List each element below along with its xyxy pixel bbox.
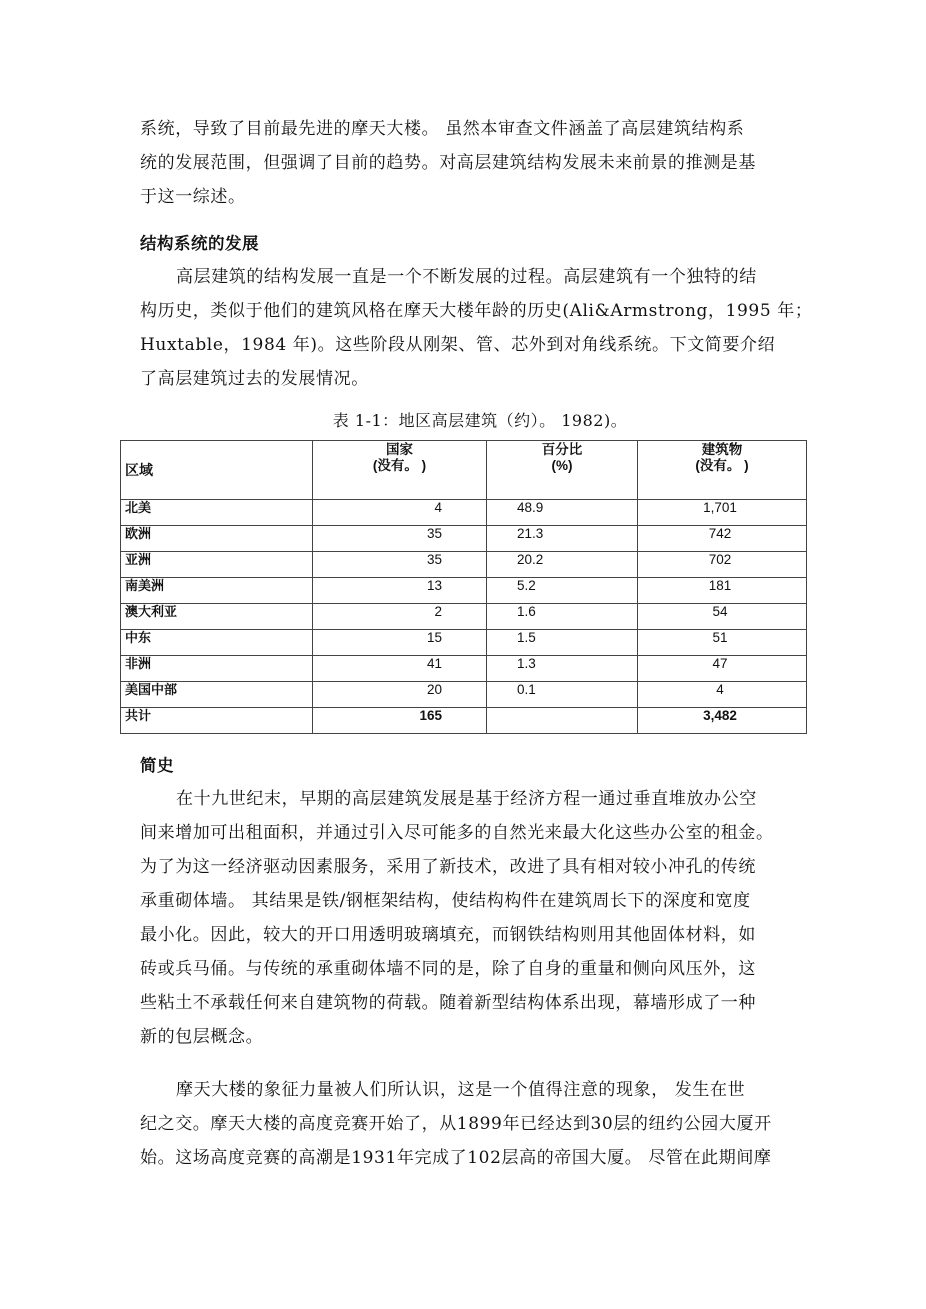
cell-region: 澳大利亚: [121, 604, 313, 630]
text-line: 统的发展范围，但强调了目前的趋势。对高层建筑结构发展未来前景的推测是基: [140, 153, 756, 173]
cell-region: 北美: [121, 500, 313, 526]
text-line: 在十九世纪末，早期的高层建筑发展是基于经济方程一通过垂直堆放办公空: [176, 789, 757, 809]
cell-countries: 13: [313, 578, 487, 604]
cell-buildings: 4: [638, 682, 807, 708]
cell-buildings: 181: [638, 578, 807, 604]
header-countries: [313, 441, 487, 500]
cell-countries: 2: [313, 604, 487, 630]
text-line: 为了为这一经济驱动因素服务，采用了新技术，改进了具有相对较小冲孔的传统: [140, 857, 756, 877]
text-line: 构历史，类似于他们的建筑风格在摩天大楼年龄的历史(Ali&Armstrong，1995 年；: [140, 301, 813, 321]
text-line: 高层建筑的结构发展一直是一个不断发展的过程。高层建筑有一个独特的结: [176, 267, 757, 287]
cell-percent: 1.3: [487, 656, 638, 682]
cell-percent: 1.5: [487, 630, 638, 656]
text-line: 摩天大楼的象征力量被人们所认识，这是一个值得注意的现象， 发生在世: [176, 1080, 746, 1100]
text-line: 砖或兵马俑。与传统的承重砌体墙不同的是，除了自身的重量和侧向风压外，这: [140, 959, 756, 979]
text-line: 承重砌体墙。 其结果是铁/钢框架结构，使结构构件在建筑周长下的深度和宽度: [140, 891, 751, 911]
table-total-row: [121, 708, 807, 734]
text-line: 始。这场高度竞赛的高潮是1931年完成了102层高的帝国大厦。 尽管在此期间摩: [140, 1148, 772, 1168]
table-row: [121, 500, 807, 526]
table-row: [121, 604, 807, 630]
cell-total-buildings: 3,482: [638, 708, 807, 734]
cell-countries: 20: [313, 682, 487, 708]
cell-percent: 48.9: [487, 500, 638, 526]
intro-paragraph: [140, 112, 790, 214]
header-percent-line1: 百分比: [541, 442, 583, 457]
cell-buildings: 47: [638, 656, 807, 682]
cell-region: 中东: [121, 630, 313, 656]
cell-buildings: 1,701: [638, 500, 807, 526]
header-countries-line1: 国家: [386, 442, 413, 457]
cell-percent: 20.2: [487, 552, 638, 578]
tall-buildings-by-region-table: [120, 440, 807, 734]
text-line: 最小化。因此，较大的开口用透明玻璃填充，而钢铁结构则用其他固体材料，如: [140, 925, 756, 945]
table-row: [121, 578, 807, 604]
cell-countries: 15: [313, 630, 487, 656]
header-buildings-line1: 建筑物: [701, 442, 743, 457]
table-row: [121, 552, 807, 578]
text-line: 系统，导致了目前最先进的摩天大楼。 虽然本审查文件涵盖了高层建筑结构系: [140, 119, 745, 139]
brief-history-paragraph-1: [140, 782, 790, 1054]
table-row: [121, 656, 807, 682]
cell-countries: 4: [313, 500, 487, 526]
header-percent-line2: (%): [551, 458, 573, 473]
text-line: 间来增加可出租面积，并通过引入尽可能多的自然光来最大化这些办公室的租金。: [140, 823, 774, 843]
table-row: [121, 682, 807, 708]
cell-countries: 41: [313, 656, 487, 682]
header-buildings-line2: (没有。 ): [695, 458, 749, 473]
cell-total-countries: 165: [313, 708, 487, 734]
section-heading-brief-history: 简史: [140, 756, 174, 775]
table-header-row: [121, 441, 807, 500]
text-line: 些粘土不承载任何来自建筑物的荷载。随着新型结构体系出现，幕墙形成了一种: [140, 993, 756, 1013]
cell-region: 南美洲: [121, 578, 313, 604]
cell-region: 欧洲: [121, 526, 313, 552]
cell-countries: 35: [313, 552, 487, 578]
cell-percent: 21.3: [487, 526, 638, 552]
header-region: 区域: [121, 441, 313, 500]
brief-history-paragraph-2: [140, 1073, 790, 1175]
cell-total-label: 共计: [121, 708, 313, 734]
cell-countries: 35: [313, 526, 487, 552]
section-heading-structural-development: 结构系统的发展: [140, 234, 259, 253]
cell-percent: 5.2: [487, 578, 638, 604]
table-row: [121, 630, 807, 656]
text-line: 于这一综述。: [140, 187, 246, 207]
cell-buildings: 51: [638, 630, 807, 656]
header-buildings: [638, 441, 807, 500]
table-caption: 表 1-1：地区高层建筑（约）。 1982)。: [332, 411, 628, 430]
cell-buildings: 742: [638, 526, 807, 552]
text-line: 新的包层概念。: [140, 1027, 264, 1047]
structural-development-paragraph: [140, 260, 813, 396]
cell-region: 亚洲: [121, 552, 313, 578]
cell-total-percent: [487, 708, 638, 734]
text-line: 了高层建筑过去的发展情况。: [140, 369, 369, 389]
header-countries-line2: (没有。 ): [372, 458, 427, 473]
cell-percent: 1.6: [487, 604, 638, 630]
cell-region: 美国中部: [121, 682, 313, 708]
text-line: Huxtable，1984 年)。这些阶段从刚架、管、芯外到对角线系统。下文简要介绍: [140, 335, 776, 355]
cell-percent: 0.1: [487, 682, 638, 708]
cell-buildings: 702: [638, 552, 807, 578]
cell-region: 非洲: [121, 656, 313, 682]
header-percent: [487, 441, 638, 500]
text-line: 纪之交。摩天大楼的高度竞赛开始了，从1899年已经达到30层的纽约公园大厦开: [140, 1114, 772, 1134]
table-row: [121, 526, 807, 552]
cell-buildings: 54: [638, 604, 807, 630]
